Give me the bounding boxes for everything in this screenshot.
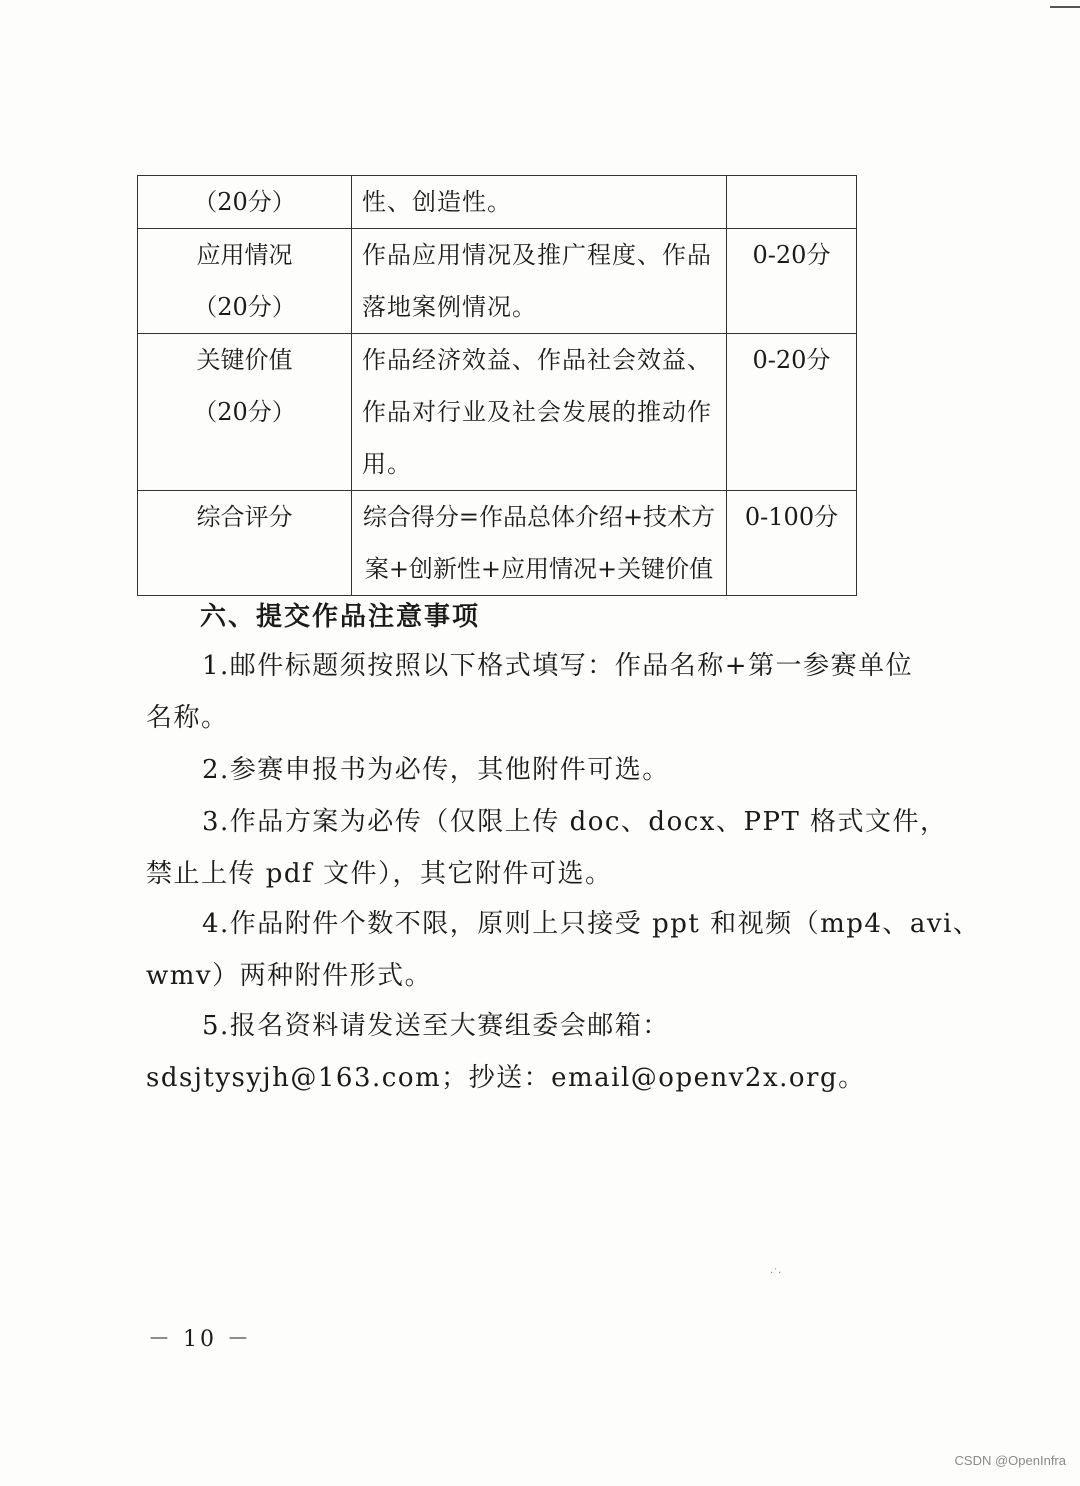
description-cell: [352, 176, 727, 229]
criterion-text: （20分）: [193, 293, 296, 321]
criterion-text: 应用情况: [196, 241, 293, 269]
criterion-text: 关键价值: [196, 346, 293, 374]
list-item-first-line: 1.邮件标题须按照以下格式填写：作品名称+第一参赛单位: [202, 651, 914, 681]
criterion-text: 综合评分: [196, 503, 293, 531]
list-item: [146, 898, 981, 1002]
description-text: 落地案例情况。: [362, 293, 537, 321]
criterion-cell: [138, 491, 352, 596]
list-item-continuation: sdsjtysyjh@163.com；抄送：email@openv2x.org。: [146, 1063, 866, 1093]
description-text: 用。: [362, 450, 412, 478]
score-text: 0-100分: [744, 503, 839, 531]
description-text: 作品对行业及社会发展的推动作: [362, 398, 712, 426]
score-text: 0-20分: [752, 241, 831, 269]
description-cell: [352, 334, 727, 491]
section-heading: 六、提交作品注意事项: [200, 602, 481, 632]
list-item-first-line: 4.作品附件个数不限，原则上只接受 ppt 和视频（mp4、avi、: [202, 909, 981, 939]
list-item-first-line: 3.作品方案为必传（仅限上传 doc、docx、PPT 格式文件，: [202, 807, 948, 837]
criterion-cell: [138, 229, 352, 334]
score-cell: [727, 229, 857, 334]
table-row: [138, 176, 857, 229]
score-cell: [727, 334, 857, 491]
description-cell: [352, 229, 727, 334]
score-text: 0-20分: [752, 346, 831, 374]
list-item: [146, 640, 914, 744]
scoring-table: [137, 175, 857, 596]
criterion-cell: [138, 176, 352, 229]
description-text: 性、创造性。: [362, 188, 512, 216]
criterion-cell: [138, 334, 352, 491]
scan-speck: ·˙·: [770, 1268, 782, 1279]
list-item-first-line: 5.报名资料请发送至大赛组委会邮箱：: [202, 1011, 670, 1041]
criterion-text: （20分）: [193, 398, 296, 426]
page-number: － 10 －: [148, 1327, 252, 1352]
table-row: [138, 334, 857, 491]
description-text: 作品经济效益、作品社会效益、: [362, 346, 712, 374]
list-item: [146, 796, 948, 900]
table-row: [138, 491, 857, 596]
watermark: CSDN @OpenInfra: [954, 1453, 1066, 1468]
score-cell: [727, 176, 857, 229]
criterion-text: （20分）: [193, 188, 296, 216]
table-row: [138, 229, 857, 334]
corner-rule: [1050, 6, 1080, 8]
score-cell: [727, 491, 857, 596]
description-text: 作品应用情况及推广程度、作品: [362, 241, 712, 269]
list-item: [146, 1000, 906, 1104]
description-text: 综合得分=作品总体介绍+技术方: [362, 503, 716, 531]
list-item-first-line: 2.参赛申报书为必传，其他附件可选。: [202, 755, 670, 785]
list-item: [146, 744, 906, 796]
description-text: 案+创新性+应用情况+关键价值: [364, 555, 714, 583]
list-item-continuation: 禁止上传 pdf 文件），其它附件可选。: [146, 859, 613, 889]
list-item-continuation: 名称。: [146, 703, 229, 733]
list-item-continuation: wmv）两种附件形式。: [146, 961, 433, 991]
description-cell: [352, 491, 727, 596]
